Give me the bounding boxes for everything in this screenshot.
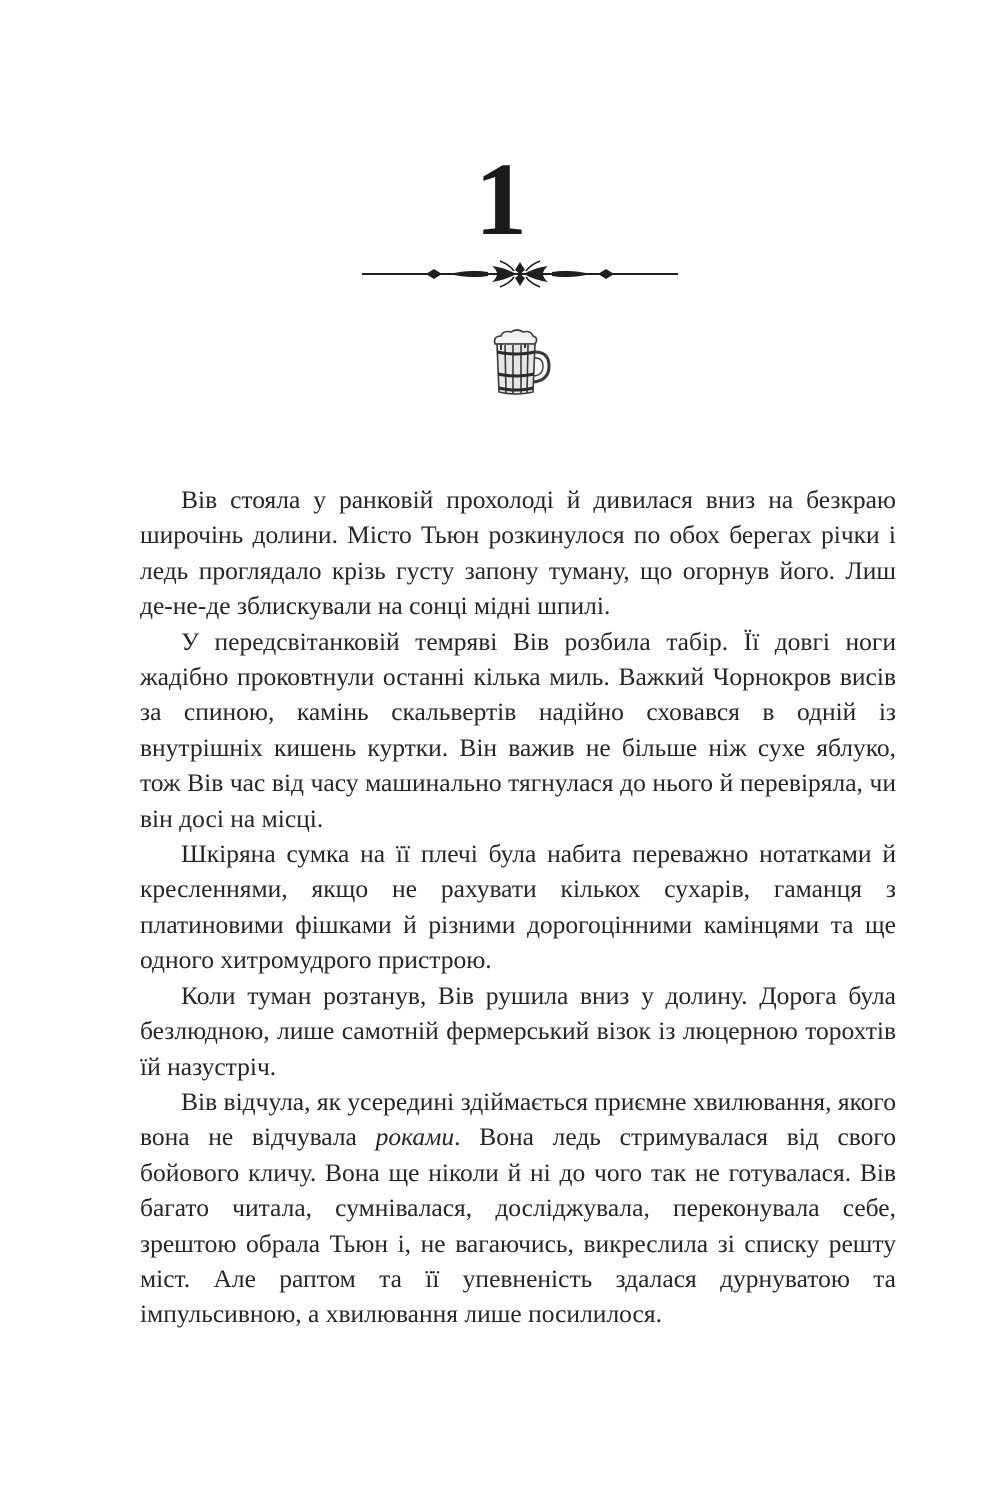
paragraph-text: Вів відчула, як усередині здіймається приємне хвилювання, якого вона не відчувала <box>140 1086 896 1152</box>
emphasized-word: роками <box>375 1122 455 1152</box>
paragraph: У передсвітанковій темряві Вів розбила табір. Її довгі ноги жадібно проковтнули останні кілька миль. Важкий Чорнокров висів за спиною, камінь скальвертів надійно сховався в одній із внутрішніх кишень куртки. Він важив не більше ніж сухе яблуко, тож Вів час від часу машинально тягнулася до нього й перевіряла, чи він досі на місці. <box>140 626 896 833</box>
chapter-text <box>140 482 896 1332</box>
paragraph: Шкіряна сумка на її плечі була набита переважно нотатками й кресленнями, якщо не рахувати кількох сухарів, гаманця з платиновими фішками й різними дорогоцінними камінцями та ще одного хитромудрого пристрою. <box>140 839 896 975</box>
ornamental-divider-icon <box>360 256 680 292</box>
paragraph: Коли туман розтанув, Вів рушила вниз у долину. Дорога була безлюдною, лише самотній фермерський візок із люцерною торохтів їй назустріч. <box>140 980 896 1081</box>
paragraph: Вів стояла у ранковій прохолоді й дивилася вниз на безкраю широчінь долини. Місто Тьюн розкинулося по обох берегах річки і ледь проглядало крізь густу запону туману, що огорнув його. Лиш де-не-де зблискували на сонці мідні шпилі. <box>140 485 896 621</box>
paragraph-text: . Вона ледь стримувалася від свого бойового кличу. Вона ще ніколи й ні до чого так не готувалася. Вів багато читала, сумнівалася, досліджувала, переконувала себе, зрештою обрала Тьюн і, не вагаючись, викреслила зі списку решту міст. Але раптом та її упевненість здалася дурнуватою та імпульсивною, а хвилювання лише посилилося. <box>140 1122 896 1329</box>
beer-mug-icon <box>489 328 553 400</box>
chapter-number: 1 <box>475 142 527 257</box>
paragraph <box>140 1084 896 1332</box>
